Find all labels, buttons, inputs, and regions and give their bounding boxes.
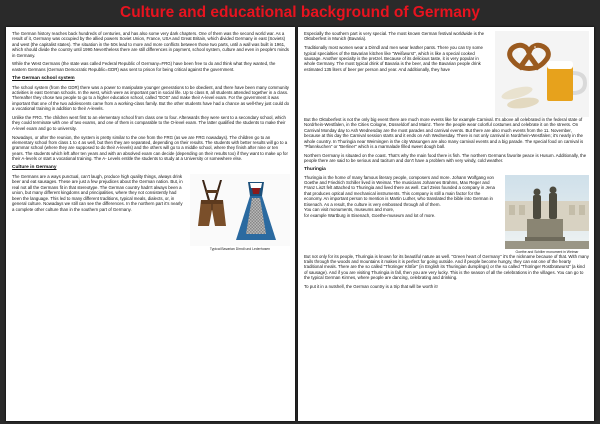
oktoberfest-figure — [495, 31, 589, 117]
school-heading: The German school system — [12, 75, 75, 81]
dirndl-caption: Typical Bavarian Dirndl und Lederhosen — [209, 247, 271, 251]
thuringia-section — [304, 175, 589, 254]
goethe-schiller-caption: Goethe and Schiller monument in Weimar — [515, 249, 579, 254]
left-page — [6, 27, 295, 421]
north-paragraph: Northern Germany is situated on the coast. That's why the main food there is fish. The northern Germans favorite peace is Husum. Additionally, the people there are said to be serious and taciturn and don't have a problem with very windy, cold weather. — [304, 152, 587, 164]
conclusion-paragraph: To put it in a nutshell, the German country is a trip that will be worth it! — [304, 283, 438, 289]
thuringia-paragraph: Thuringia is the home of many famous literary people, composers and more. Johann Wolfgang von Goethe and Friedrich Schiller lived in Weimar. The musicians Johannes Brahms, Max Reger and Franz Liszt felt attached to Thuringia and lived there as well. Carl Zeiss founded a company in Jena that produces optical and mechanical instruments. This company is still a main factor for the economy. An important person to mention is Martin Luther, who translated the bible into German in Eisenach. As a result, the culture is very embossed through all of them. — [304, 174, 495, 207]
culture-section — [12, 174, 290, 251]
thuringia-text — [304, 175, 499, 254]
nature-paragraph: But not only for its people, Thuringia is known for its beautiful nature as well. "Green heart of Germany" it's the nickname because of that. With many trails through the woods and mountains it makes it is perfect for going outside. And if people become hungry, they can eat one of the hearty traditional meals. There are the so called "Thüringer Klöße" (in English its Thuringian dumplings) or the so called "Thüringer Rostbratwurst" (a kind of sausage). And if you are visiting Thuringia in fall, then you are very lucky. This is the season of all the celebrations in the villages. You can go to the typical German Kirmes, where people are dancing, celebrating and drinking. — [304, 253, 589, 281]
thuringia-heading: Thuringia — [304, 167, 326, 172]
left-column — [12, 31, 290, 251]
dirndl-figure — [190, 174, 290, 251]
goethe-schiller-figure — [505, 175, 589, 254]
culture-paragraph: The Germans are a ways punctual, can't laugh, produce high quality things, always drink beer and eat sausages. These are just a few prejudices about the German nation. But, in real not all the Germans fit in that stereotype. The German country hadn't always been a union, but many different kingdoms and principalities, where they not consistently had been the language. This led to many different traditions, typical meals, dialects, or, in general culture. Nowadays we still can see the differences. In the northern part it's nearly a complete other culture than in the southern part of Germany. — [12, 174, 183, 212]
right-column — [304, 31, 589, 293]
bavaria-text — [304, 31, 489, 117]
page-title: Culture and educational background of Germany — [120, 4, 480, 21]
school-paragraph-1: The school system (from the GDR) there was a power to manipulate younger generations to be obedient, and there have been many community activities in east German schools. In the west, which were as important part in social life. Up to class 8, all students attended together in a class. Thereafter they chose two people to go to a higher education school, called "EOS" and make their A-level exam. For the government it was important that one of the two adolescents came from a working-class family. But the other students have had a chance as well-they just could do a vocational training in addition to their A-levels. — [12, 84, 290, 112]
oktoberfest-image — [495, 31, 589, 117]
bavaria-section — [304, 31, 589, 117]
goethe-schiller-image — [505, 175, 589, 249]
culture-heading: Culture in Germany — [12, 165, 57, 170]
thuringia-examples-line: for example Wartburg in Eisenach, Goethe-museum and lot of more. — [304, 212, 436, 218]
intro-paragraph-1: The German history reaches back hundreds of centuries, and has also some very dark chapters. One of them was the second world war. As a result of it, Germany was occupied by the allied powers Soviet Union, France, USA and Great Britain, which divided Germany in east (Soviets) and west (the capitalist states). The situation in the 50s lead to more and more conflicts between those two parts, until a wall was built in 1961, which should divide the country until 1990.Nevertheless there are still differences in payment, school system, culture and even in people's minds in Germany. — [12, 31, 289, 58]
bavaria-paragraph-2: Traditionally most women wear a Dirndl and men wear leather pants. There you can try some typical specialties of the Bavarian kitchen like "Weißwurst", which is like a special cooked sausage. Another specialty is the pretzel. Because of its delicious taste, it is very popular in whole Germany. The most typical drink of Bavaria is the beer, and the Bavarian people drink estimated 135 liters of beer per person and year. And additionally, they have — [304, 45, 483, 72]
thuringia-visit-line: You can visit monuments, museums and more, — [304, 207, 395, 213]
school-paragraph-3: Nowadays, or after the reunion, the system is pretty similar to the one from the FRG (as we are FRG nowadays). The children go to an elementary school from class 1 to 4 as well, but then they are separated, depending on their results. The students with better results will go to a grammar school (where they are supposed to do their A-levels) and the others will go to a middle school, where they finish after nine or ten years. The students which left after ten years and with an absolved exam can decide (depending on their results too) if they want to make up for their A-levels or start a vocational training. The A- Levels entitle the students to study at a University or somewhere else. — [12, 134, 288, 162]
school-paragraph-2: Unlike the FRG. The children went first to an elementary school from class one to four. Afterwards they were sent to a secondary school, which they could terminate with one of two exams, and one of them is comparable to the O-level exam. The latter qualified the students to make their A-level exam and go to university. — [12, 115, 286, 131]
intro-paragraph-2: While the West Germans (the state was called Federal Republic of Germany=FRG) have been free to do and think what they wanted, the eastern Germans (German Democratic Republic=GDR) was sent to prison for being critical against the government. — [12, 61, 276, 72]
right-page — [298, 27, 594, 421]
bavaria-paragraph-1: Especially the southern part is very special. The most known German festival worldwide is the Oktoberfest in Munich (Bavaria). — [304, 31, 485, 42]
dirndl-lederhosen-image — [190, 174, 290, 246]
carnival-paragraph: But the Oktoberfest is not the only big event there are much more events like for example Carnival. It's above all celebrated in the federal state of Nordrhein-Westfalen, in the Cities Cologne, Düsseldorf and Mainz. There the people wear colorful costumes and celebrate it on the streets. On Carnival Monday day to Ash Wednesday are the most parades and carnival events. But there are also much events from the 11. November, because at this day the Carnival session starts and it ends on Ash Wednesday. There is not only carnival in Nordrhein-Westfalen; it's nearly in the whole country. In Thuringia near Weimingen in the city Wasungen are also many carnival events and a big parade. The special food on carnival is "Pfannkuchen" or "Berliner" which is a marmalade filled sweet dough ball. — [304, 117, 584, 150]
